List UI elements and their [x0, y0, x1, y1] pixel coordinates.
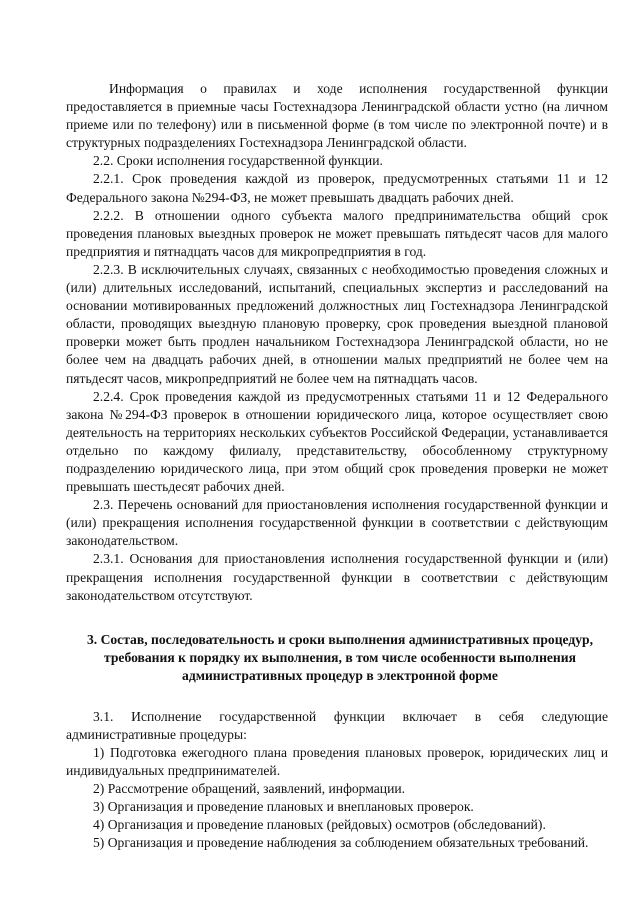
section-3-heading: 3. Состав, последовательность и сроки выполнения административных процедур, требования к порядку их выполнения, в том числе особенности выполнения административных процедур в электронной форме [86, 631, 594, 683]
paragraph-2-2-3: 2.2.3. В исключительных случаях, связанных с необходимостью проведения сложных и (или) длительных исследований, испытаний, специальных экспертиз и расследований на основании мотивированных предложений должностных лиц Гостехнадзора Ленинградской области, проводящих выездную плановую проверку, срок проведения выездной плановой проверки может быть продлен начальником Гостехнадзора Ленинградской области, но не более чем на двадцать рабочих дней, в отношении малых предприятий не более чем на пятьдесят часов, микропредприятий не более чем на пятнадцать часов. [66, 261, 608, 386]
paragraph-2-2-1: 2.2.1. Срок проведения каждой из проверок, предусмотренных статьями 11 и 12 Федерального закона №294-ФЗ, не может превышать двадцать рабочих дней. [66, 171, 608, 205]
paragraph-2-2-2: 2.2.2. В отношении одного субъекта малого предпринимательства общий срок проведения плановых выездных проверок не может превышать пятьдесят часов для малого предприятия и пятнадцать часов для микропредприятия в год. [66, 207, 608, 259]
paragraph-2-2-4: 2.2.4. Срок проведения каждой из предусмотренных статьями 11 и 12 Федерального закона №294-ФЗ проверок в отношении юридического лица, которое осуществляет свою деятельность на территориях нескольких субъектов Российской Федерации, устанавливается отдельно по каждому филиалу, представительству, обособленному структурному подразделению юридического лица, при этом общий срок проведения проверки не может превышать шестьдесят рабочих дней. [66, 388, 608, 495]
list-item-1: 1) Подготовка ежегодного плана проведения плановых проверок, юридических лиц и индивидуальных предпринимателей. [66, 744, 608, 778]
list-item-3: 3) Организация и проведение плановых и внеплановых проверок. [93, 799, 474, 815]
list-item-4: 4) Организация и проведение плановых (рейдовых) осмотров (обследований). [93, 817, 546, 833]
list-item-2: 2) Рассмотрение обращений, заявлений, информации. [93, 781, 406, 797]
paragraph-3-1: 3.1. Исполнение государственной функции включает в себя следующие административные процедуры: [66, 708, 608, 742]
paragraph-info: Информация о правилах и ходе исполнения государственной функции предоставляется в приемные часы Гостехнадзора Ленинградской области устно (на личном приеме или по телефону) или в письменной форме (в том числе по электронной почте) и в структурных подразделениях Гостехнадзора Ленинградской области. [66, 81, 608, 151]
paragraph-2-3-1: 2.3.1. Основания для приостановления исполнения государственной функции и (или) прекращения исполнения государственной функции в соответствии с действующим законодательством отсутствуют. [66, 551, 608, 603]
paragraph-2-3: 2.3. Перечень оснований для приостановления исполнения государственной функции и (или) прекращения исполнения государственной функции в соответствии с действующим законодательством. [66, 497, 608, 549]
document-body [66, 80, 608, 852]
list-item-5: 5) Организация и проведение наблюдения за соблюдением обязательных требований. [93, 835, 589, 851]
paragraph-2-2: 2.2. Сроки исполнения государственной функции. [93, 153, 383, 169]
